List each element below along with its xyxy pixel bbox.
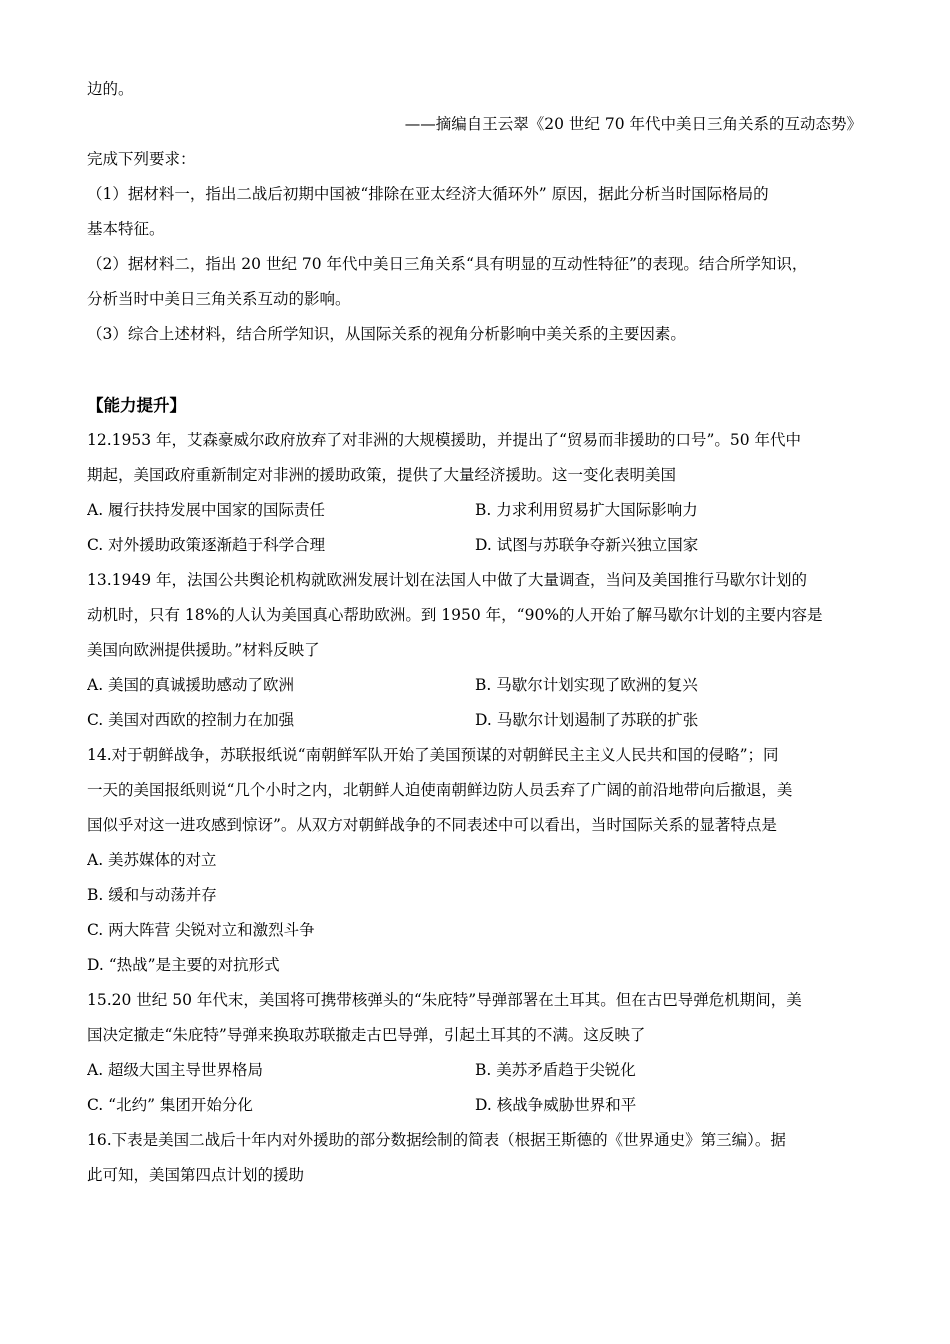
q15-stem-line-2: 国决定撤走“朱庇特”导弹来换取苏联撤走古巴导弹，引起土耳其的不满。这反映了	[87, 1026, 646, 1044]
q15-options-row-2	[87, 1088, 862, 1123]
q12-stem-line-1: 12.1953 年，艾森豪威尔政府放弃了对非洲的大规模援助，并提出了“贸易而非援助的口号”。50 年代中	[87, 431, 802, 449]
q13-option-d: D. 马歇尔计划遏制了苏联的扩张	[475, 711, 699, 729]
q13-option-b: B. 马歇尔计划实现了欧洲的复兴	[475, 676, 698, 694]
requirement-2-line-1: （2）据材料二，指出 20 世纪 70 年代中美日三角关系“具有明显的互动性特征”的表现。结合所学知识，	[87, 255, 808, 273]
q14-option-a: A. 美苏媒体的对立	[87, 851, 217, 869]
q13-options-row-1	[87, 668, 862, 703]
q15-option-c: C. “北约” 集团开始分化	[87, 1096, 253, 1114]
q13-stem-line-1: 13.1949 年，法国公共舆论机构就欧洲发展计划在法国人中做了大量调查，当问及美国推行马歇尔计划的	[87, 571, 808, 589]
q13-stem-line-3: 美国向欧洲提供援助。”材料反映了	[87, 641, 320, 659]
requirement-1-line-2: 基本特征。	[87, 220, 165, 238]
q12-stem-line-2: 期起，美国政府重新制定对非洲的援助政策，提供了大量经济援助。这一变化表明美国	[87, 466, 677, 484]
q14-option-c: C. 两大阵营 尖锐对立和激烈斗争	[87, 921, 315, 939]
q12-option-c: C. 对外援助政策逐渐趋于科学合理	[87, 536, 326, 554]
q12-options-row-1	[87, 493, 862, 528]
q13-options-row-2	[87, 703, 862, 738]
q15-option-a: A. 超级大国主导世界格局	[87, 1061, 264, 1079]
requirement-1-line-1: （1）据材料一，指出二战后初期中国被“排除在亚太经济大循环外” 原因，据此分析当时国际格局的	[87, 185, 769, 203]
q14-option-d: D. “热战”是主要的对抗形式	[87, 956, 280, 974]
q15-option-d: D. 核战争威胁世界和平	[475, 1096, 637, 1114]
page-content	[87, 72, 862, 1193]
q12-option-a: A. 履行扶持发展中国家的国际责任	[87, 501, 326, 519]
q15-stem-line-1: 15.20 世纪 50 年代末，美国将可携带核弹头的“朱庇特”导弹部署在土耳其。但在古巴导弹危机期间，美	[87, 991, 802, 1009]
q13-option-a: A. 美国的真诚援助感动了欧洲	[87, 676, 295, 694]
q15-option-b: B. 美苏矛盾趋于尖锐化	[475, 1061, 636, 1079]
q12-option-b: B. 力求利用贸易扩大国际影响力	[475, 501, 698, 519]
requirement-2-line-2: 分析当时中美日三角关系互动的影响。	[87, 290, 351, 308]
q16-stem-line-2: 此可知，美国第四点计划的援助	[87, 1166, 305, 1184]
q14-stem-line-2: 一天的美国报纸则说“几个小时之内，北朝鲜人迫使南朝鲜边防人员丢弃了广阔的前沿地带向后撤退，美	[87, 781, 793, 799]
section-title: 【能力提升】	[87, 396, 186, 415]
q12-option-d: D. 试图与苏联争夺新兴独立国家	[475, 536, 699, 554]
q13-option-c: C. 美国对西欧的控制力在加强	[87, 711, 295, 729]
source-citation: ——摘编自王云翠《20 世纪 70 年代中美日三角关系的互动态势》	[404, 115, 862, 133]
q14-option-b: B. 缓和与动荡并存	[87, 886, 217, 904]
q14-stem-line-1: 14.对于朝鲜战争，苏联报纸说“南朝鲜军队开始了美国预谋的对朝鲜民主主义人民共和国的侵略”；同	[87, 746, 779, 764]
continuation-text: 边的。	[87, 80, 134, 98]
q12-options-row-2	[87, 528, 862, 563]
q13-stem-line-2: 动机时，只有 18%的人认为美国真心帮助欧洲。到 1950 年，“90%的人开始了解马歇尔计划的主要内容是	[87, 606, 823, 624]
q16-stem-line-1: 16.下表是美国二战后十年内对外援助的部分数据绘制的简表（根据王斯德的《世界通史》第三编）。据	[87, 1131, 786, 1149]
q14-stem-line-3: 国似乎对这一进攻感到惊讶”。从双方对朝鲜战争的不同表述中可以看出，当时国际关系的显著特点是	[87, 816, 777, 834]
section-gap	[87, 352, 862, 388]
requirement-3: （3）综合上述材料，结合所学知识，从国际关系的视角分析影响中美关系的主要因素。	[87, 325, 686, 343]
q15-options-row-1	[87, 1053, 862, 1088]
instruction-text: 完成下列要求：	[87, 150, 196, 168]
